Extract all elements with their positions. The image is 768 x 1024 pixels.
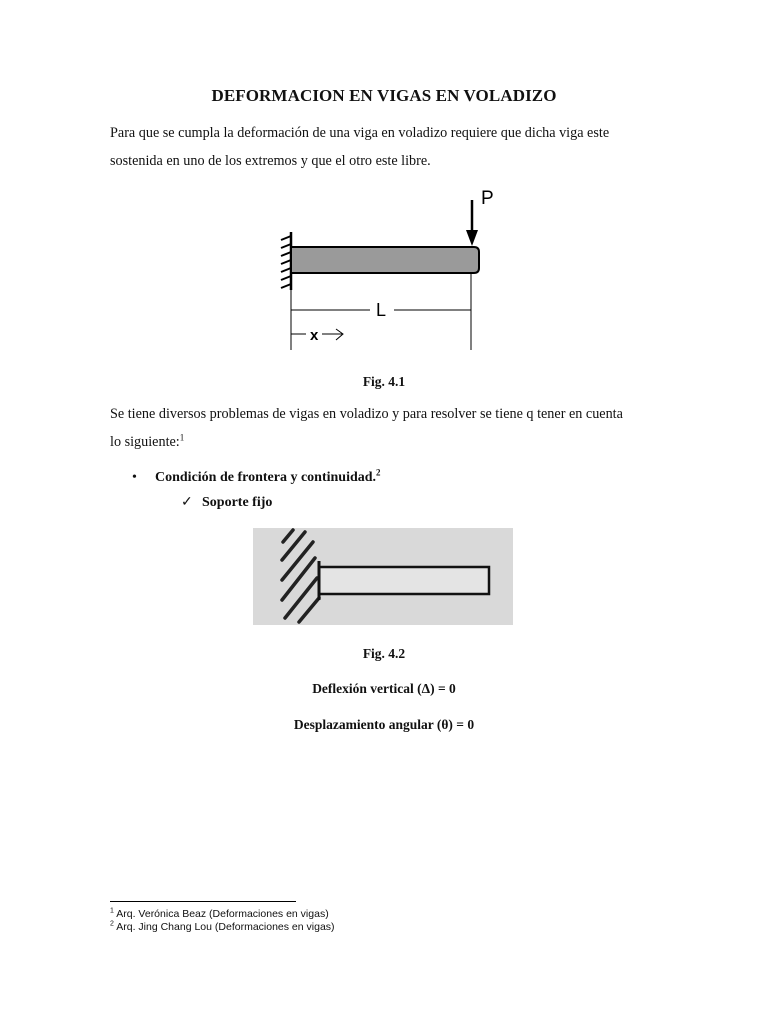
beam-rectangle	[319, 567, 489, 594]
sub-item	[181, 494, 272, 511]
footnote-2-ref: 2	[110, 920, 114, 928]
footnote-2	[110, 921, 335, 933]
length-label: L	[376, 300, 387, 320]
beam-body	[291, 247, 479, 273]
fixed-support-diagram	[253, 528, 513, 625]
bullet-text: Condición de frontera y continuidad.	[155, 470, 377, 485]
wall-hatching	[281, 236, 291, 288]
footnote-1-text: Arq. Verónica Beaz (Deformaciones en vigas)	[116, 908, 329, 920]
second-paragraph	[110, 400, 670, 456]
load-label: P	[481, 188, 494, 209]
intro-line-1: Para que se cumpla la deformación de una viga en voladizo requiere que dicha viga este	[110, 125, 610, 141]
bullet-dot-icon: •	[132, 470, 137, 485]
footnote-1	[110, 908, 329, 920]
para2-line-2-text: lo siguiente:	[110, 434, 180, 450]
angular-displacement-equation: Desplazamiento angular (θ) = 0	[293, 717, 475, 732]
cantilever-beam-diagram	[270, 182, 500, 354]
deflection-equation: Deflexión vertical (Δ) = 0	[312, 681, 456, 696]
figure-2-caption: Fig. 4.2	[362, 646, 406, 661]
footnote-separator	[110, 901, 296, 902]
bullet-item	[132, 467, 381, 486]
figure-1-caption: Fig. 4.1	[362, 374, 406, 389]
para2-line-1: Se tiene diversos problemas de vigas en voladizo y para resolver se tiene q tener en cuenta	[110, 406, 623, 422]
sub-item-text: Soporte fijo	[202, 495, 273, 510]
checkmark-icon: ✓	[181, 495, 193, 510]
x-label: x	[310, 327, 319, 344]
footnote-ref-2: 2	[376, 467, 381, 478]
footnote-2-text: Arq. Jing Chang Lou (Deformaciones en vigas)	[116, 921, 335, 933]
para2-line-2	[110, 428, 670, 456]
footnote-1-ref: 1	[110, 907, 114, 915]
load-arrow-head	[466, 230, 478, 246]
page-title: DEFORMACION EN VIGAS EN VOLADIZO	[211, 86, 557, 105]
intro-paragraph	[110, 119, 670, 175]
intro-line-2: sostenida en uno de los extremos y que el otro este libre.	[110, 153, 431, 169]
footnote-ref-1: 1	[179, 432, 185, 443]
